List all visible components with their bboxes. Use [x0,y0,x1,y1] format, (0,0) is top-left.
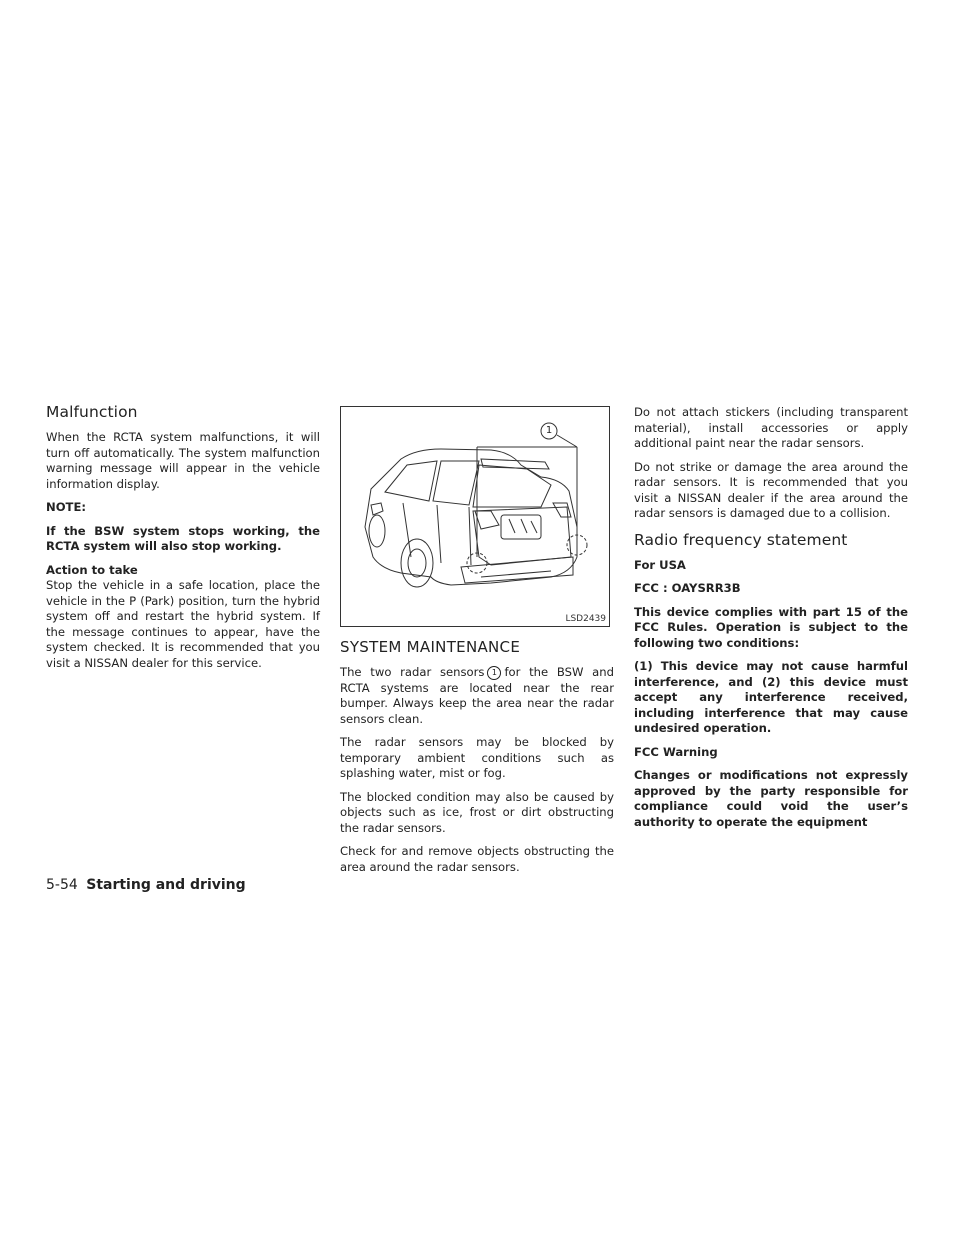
system-maintenance-heading: SYSTEM MAINTENANCE [340,638,521,656]
sensor-marker-1: 1 [487,666,501,680]
note-text: If the BSW system stops working, the RCTA system will also stop working. [46,523,320,553]
fcc-warning-label: FCC Warning [634,744,718,759]
section-title: Starting and driving [86,877,246,893]
maintenance-paragraph-3: The blocked condition may also be caused by objects such as ice, frost or dirt obstructing the radar sensors. [340,789,614,835]
figure-callout-1: 1 [545,425,553,436]
maintenance-paragraph-2: The radar sensors may be blocked by temporary ambient conditions such as splashing water, mist or fog. [340,735,614,780]
page-footer [46,877,246,893]
vehicle-rear-illustration [341,407,609,626]
fcc-warning-text: Changes or modifications not expressly approved by the party responsible for compliance could void the user’s authority to operate the equipment [634,768,908,829]
column-right [634,405,908,838]
damage-paragraph: Do not strike or damage the area around the radar sensors. It is recommended that you visit a NISSAN dealer if the area around the radar sensors is damaged due to a collision. [634,459,908,520]
fcc-id: FCC : OAYSRR3B [634,581,741,595]
conditions-statement: (1) This device may not cause harmful interference, and (2) this device must accept any interference received, including interference that may cause undesired operation. [634,659,908,735]
maintenance-paragraph-1 [340,665,614,727]
page-number: 5-54 [46,877,78,893]
maintenance-paragraph-4: Check for and remove objects obstructing the area around the radar sensors. [340,844,614,874]
note-label: NOTE: [46,500,87,514]
action-text: Stop the vehicle in a safe location, place the vehicle in the P (Park) position, turn the hybrid system off and restart the hybrid system. If the message continues to appear, have the system checked. It is recommended that you visit a NISSAN dealer for this service. [46,578,320,670]
radar-sensor-figure [340,406,610,627]
for-usa-label: For USA [634,557,686,572]
compliance-statement: This device complies with part 15 of the FCC Rules. Operation is subject to the following two conditions: [634,604,908,650]
stickers-paragraph: Do not attach stickers (including transparent material), install accessories or apply additional paint near the radar sensors. [634,405,908,450]
maintenance-text-a: The two radar sensors [340,665,485,679]
malfunction-paragraph: When the RCTA system malfunctions, it will turn off automatically. The system malfunction warning message will appear in the vehicle information display. [46,430,320,491]
radio-frequency-heading: Radio frequency statement [634,530,848,549]
column-left [46,402,320,679]
malfunction-heading: Malfunction [46,403,138,421]
action-label: Action to take [46,562,138,577]
figure-code: LSD2439 [565,614,606,624]
maintenance-text-b: for the BSW and RCTA systems are located near the rear bumper. Always keep the area near the radar sensors clean. [340,665,614,726]
column-middle [340,402,614,883]
